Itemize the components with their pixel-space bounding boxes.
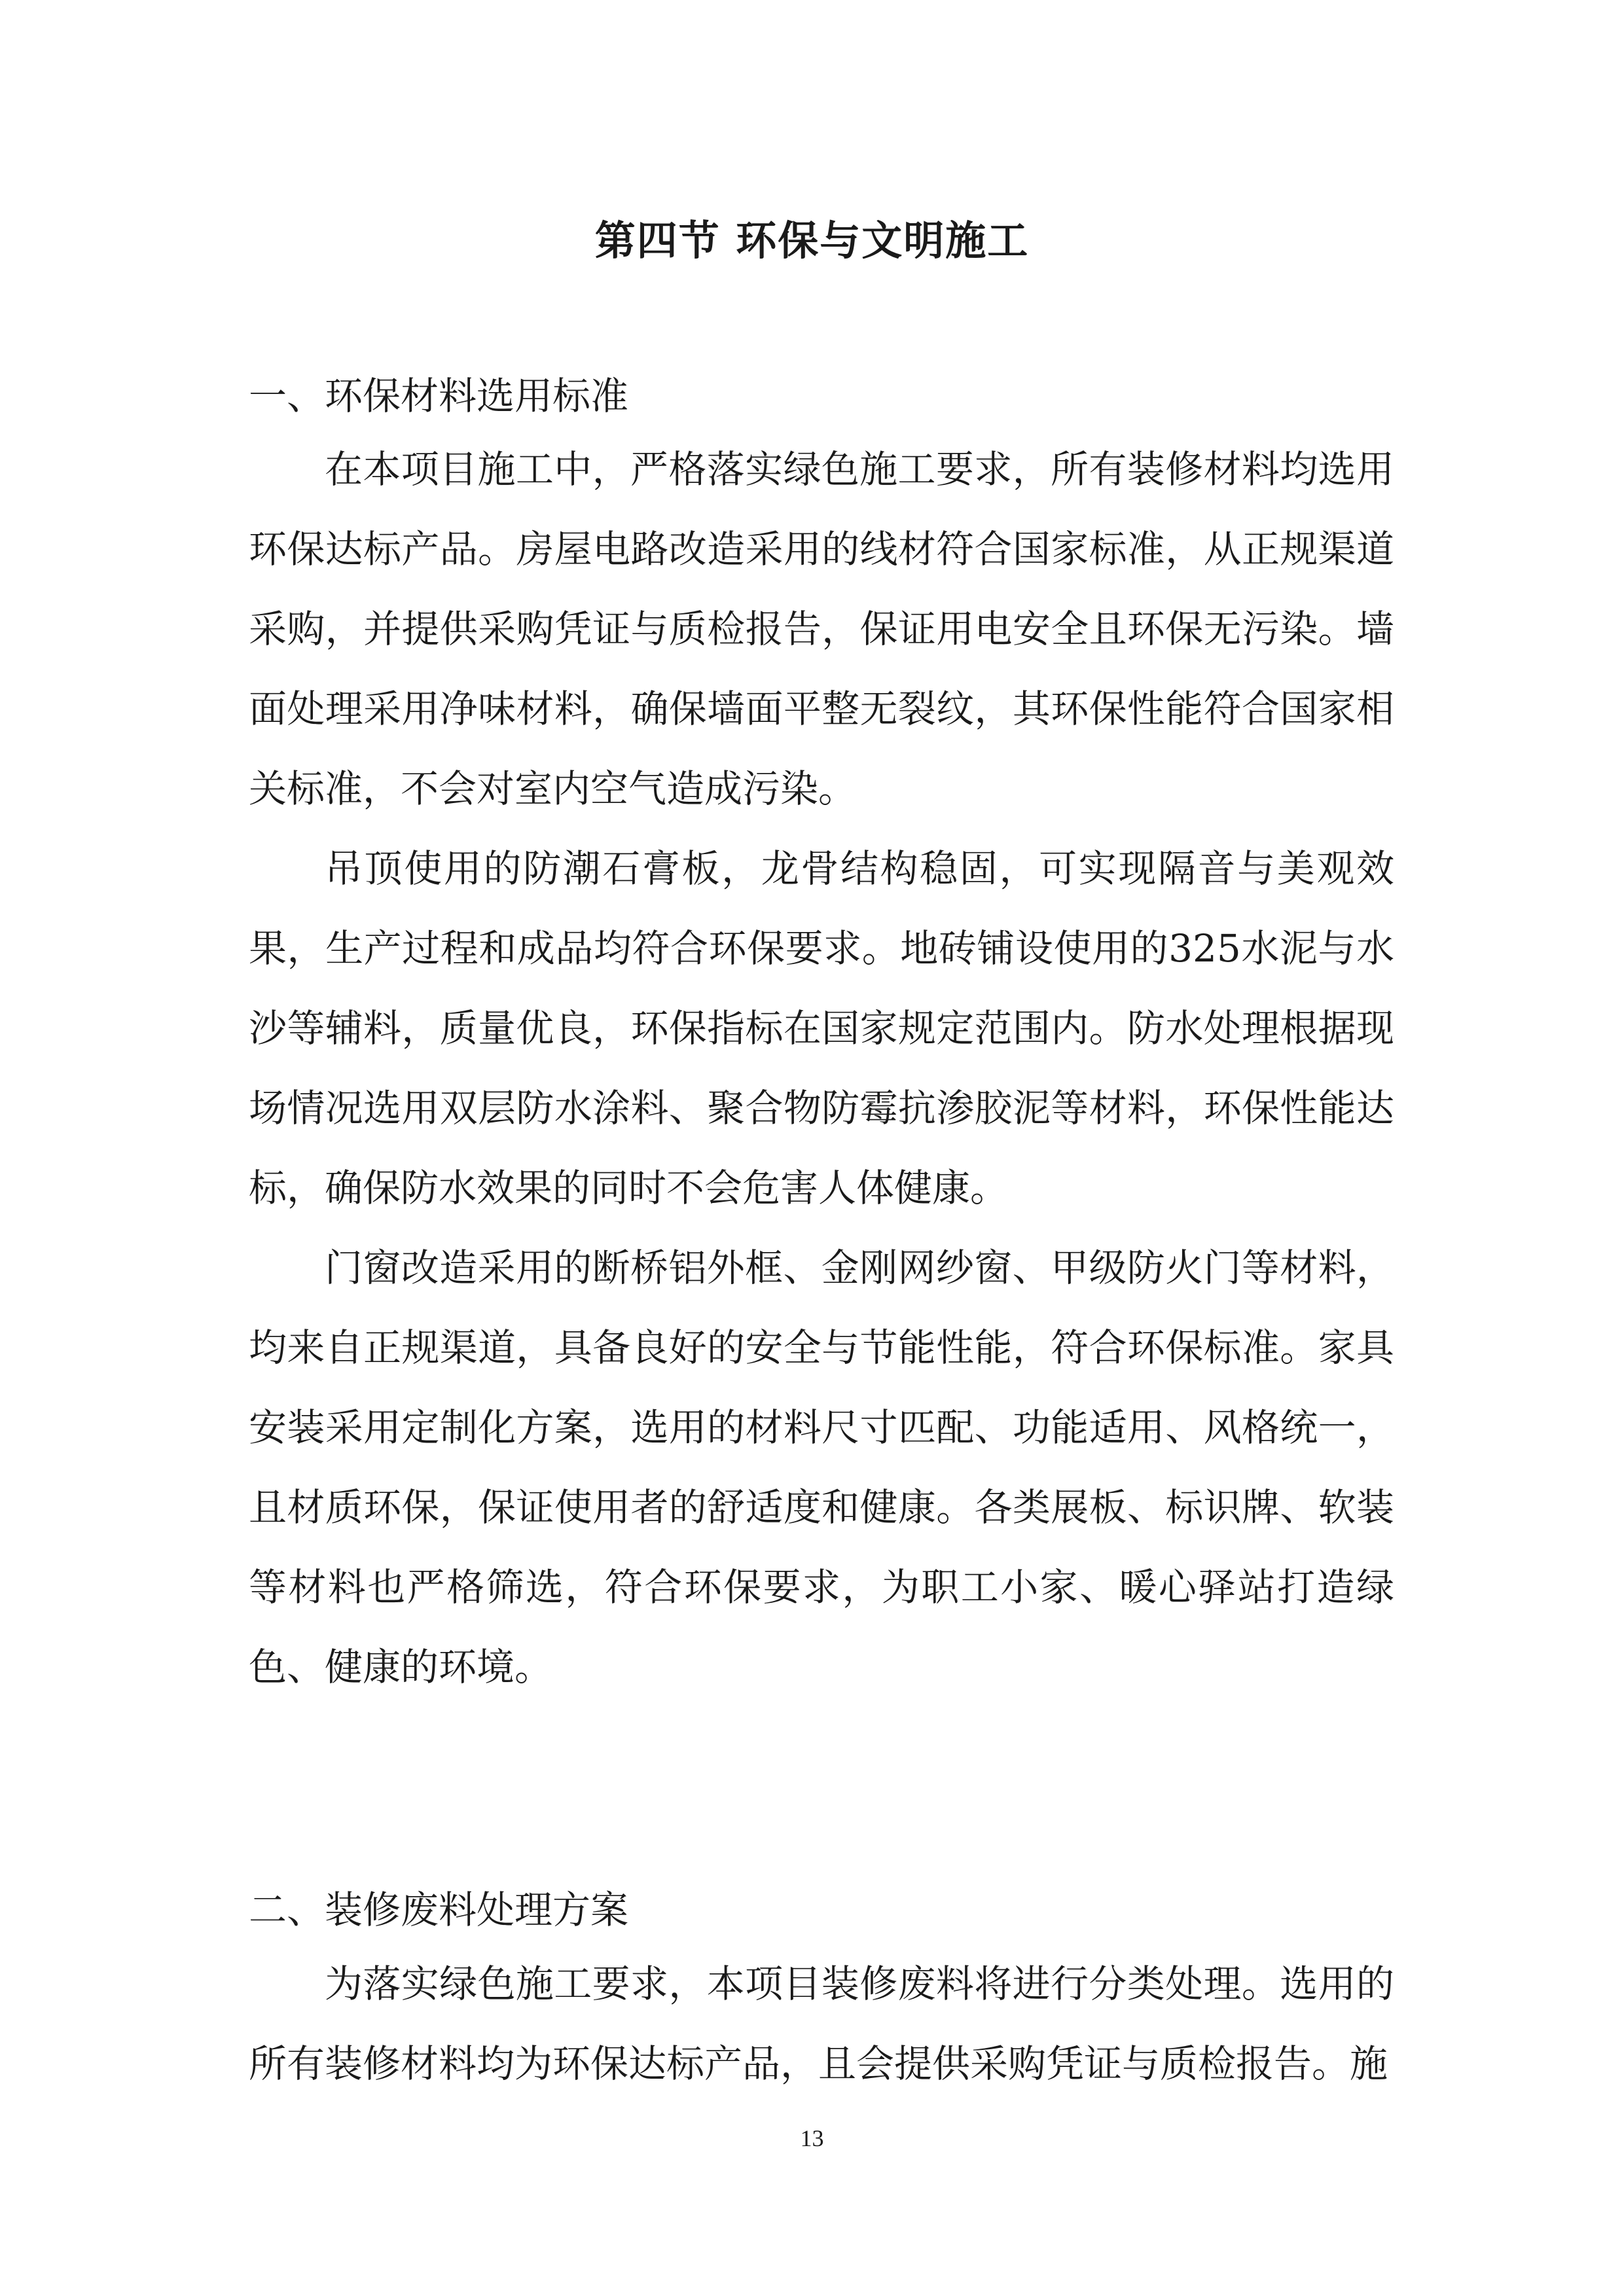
page-number: 13 <box>800 2125 824 2151</box>
paragraph-1: 在本项目施工中，严格落实绿色施工要求，所有装修材料均选用环保达标产品。房屋电路改造采用的线材符合国家标准，从正规渠道采购，并提供采购凭证与质检报告，保证用电安全且环保无污染。墙面处理采用净味材料，确保墙面平整无裂纹，其环保性能符合国家相关标准，不会对室内空气造成污染。 <box>249 447 1394 811</box>
section-heading-2: 二、装修废料处理方案 <box>249 1888 629 1932</box>
paragraph-3: 门窗改造采用的断桥铝外框、金刚网纱窗、甲级防火门等材料，均来自正规渠道，具备良好的安全与节能性能，符合环保标准。家具安装采用定制化方案，选用的材料尺寸匹配、功能适用、风格统一，且材质环保，保证使用者的舒适度和健康。各类展板、标识牌、软装等材料也严格筛选，符合环保要求，为职工小家、暖心驿站打造绿色、健康的环境。 <box>249 1246 1394 1689</box>
page-title: 第四节 环保与文明施工 <box>594 217 1030 264</box>
section-heading-1: 一、环保材料选用标准 <box>249 374 629 418</box>
paragraph-2: 吊顶使用的防潮石膏板，龙骨结构稳固，可实现隔音与美观效果，生产过程和成品均符合环保要求。地砖铺设使用的325水泥与水沙等辅料，质量优良，环保指标在国家规定范围内。防水处理根据现场情况选用双层防水涂料、聚合物防霉抗渗胶泥等材料，环保性能达标，确保防水效果的同时不会危害人体健康。 <box>249 846 1394 1210</box>
paragraph-4: 为落实绿色施工要求，本项目装修废料将进行分类处理。选用的所有装修材料均为环保达标产品，且会提供采购凭证与质检报告。施 <box>249 1962 1394 2086</box>
